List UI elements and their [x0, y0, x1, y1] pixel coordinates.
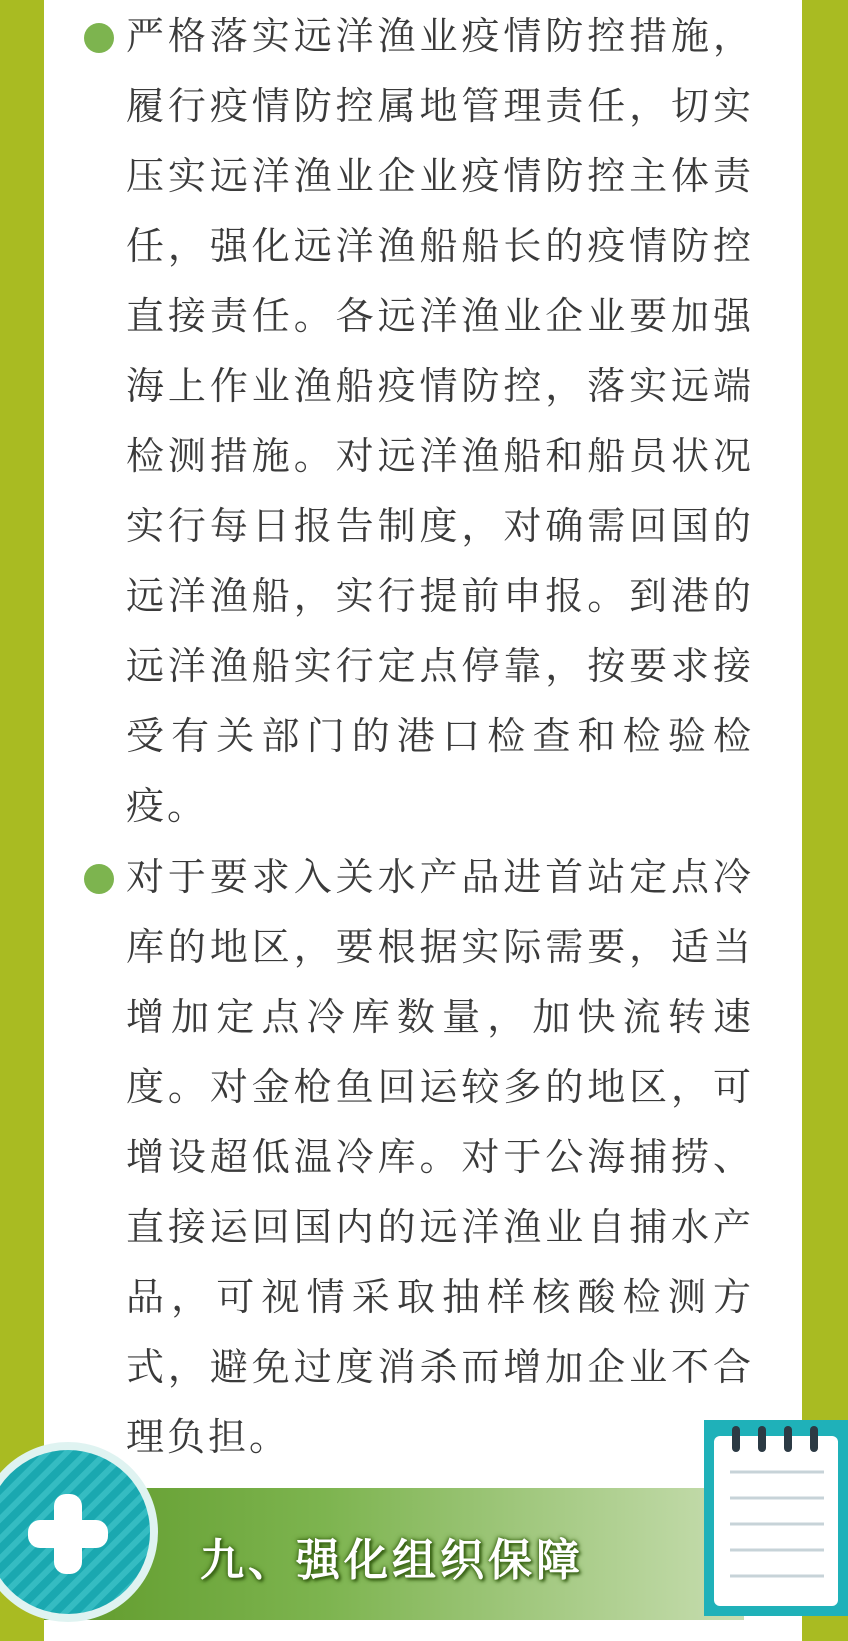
paragraph-text: 严格落实远洋渔业疫情防控措施，履行疫情防控属地管理责任，切实压实远洋渔业企业疫情防控主体责任，强化远洋渔船船长的疫情防控直接责任。各远洋渔业企业要加强海上作业渔船疫情防控，落实远端检测措施。对远洋渔船和船员状况实行每日报告制度，对确需回国的远洋渔船，实行提前申报。到港的远洋渔船实行定点停靠，按要求接受有关部门的港口检查和检验检疫。	[126, 14, 754, 828]
section-title: 九、强化组织保障	[200, 1535, 584, 1586]
paragraph-text: 对于要求入关水产品进首站定点冷库的地区，要根据实际需要，适当增加定点冷库数量，加快流转速度。对金枪鱼回运较多的地区，可增设超低温冷库。对于公海捕捞、直接运回国内的远洋渔业自捕水产品，可视情采取抽样核酸检测方式，避免过度消杀而增加企业不合理负担。	[126, 855, 754, 1459]
notepad-icon	[704, 1420, 848, 1616]
bullet-dot	[84, 864, 114, 894]
plus-circle-icon	[0, 1440, 160, 1624]
bullet-dot	[84, 23, 114, 53]
